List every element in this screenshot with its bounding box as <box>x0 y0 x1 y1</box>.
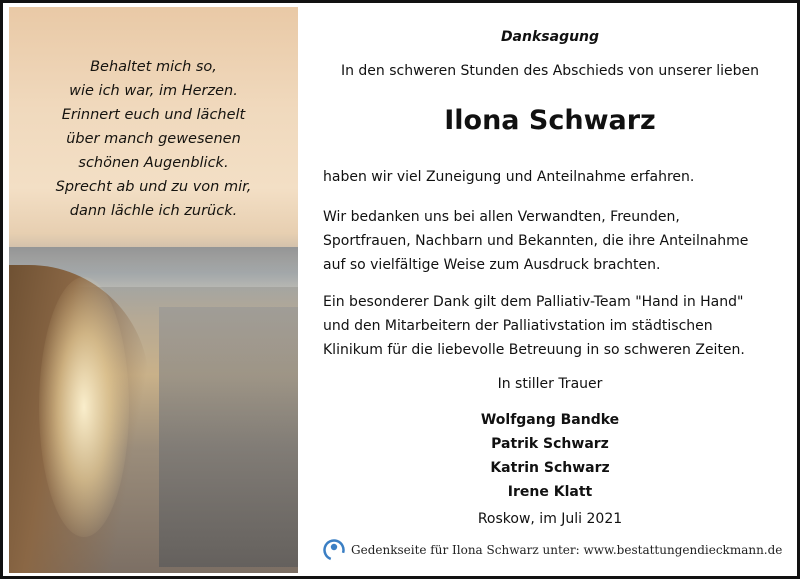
deceased-name: Ilona Schwarz <box>444 105 656 136</box>
signer-name: Irene Klatt <box>507 484 593 500</box>
paragraph-line: haben wir viel Zuneigung und Anteilnahme erfahren. <box>323 169 695 185</box>
notice-intro: In den schweren Stunden des Abschieds von unserer lieben <box>340 63 760 79</box>
paragraph-line: Ein besonderer Dank gilt dem Palliativ-Team "Hand in Hand" <box>323 294 744 310</box>
notice-text <box>303 3 797 576</box>
sun-reflection <box>39 277 129 537</box>
memorial-footer <box>323 539 782 561</box>
poem-line: dann lächle ich zurück. <box>69 203 238 219</box>
poem-line: über manch gewesenen <box>66 131 241 147</box>
poem-line: Behaltet mich so, <box>90 59 217 75</box>
sea-water <box>159 307 298 567</box>
memorial-link-text[interactable]: Gedenkseite für Ilona Schwarz unter: www.bestattungendieckmann.de <box>351 543 783 557</box>
poem-line: wie ich war, im Herzen. <box>69 83 238 99</box>
poem-line: schönen Augenblick. <box>78 155 229 171</box>
paragraph-1 <box>323 165 694 189</box>
signer-name: Wolfgang Bandke <box>480 412 620 428</box>
place-date: Roskow, im Juli 2021 <box>477 511 623 527</box>
paragraph-line: Sportfrauen, Nachbarn und Bekannten, die ihre Anteilnahme <box>323 233 749 249</box>
paragraph-3 <box>323 290 745 362</box>
paragraph-line: Klinikum für die liebevolle Betreuung in so schweren Zeiten. <box>323 342 745 358</box>
mourning-line: In stiller Trauer <box>497 376 603 392</box>
signer-name: Katrin Schwarz <box>490 460 610 476</box>
paragraph-line: auf so vielfältige Weise zum Ausdruck brachten. <box>323 257 661 273</box>
paragraph-line: und den Mitarbeitern der Palliativstation im städtischen <box>323 318 713 334</box>
paragraph-line: Wir bedanken uns bei allen Verwandten, Freunden, <box>323 209 680 225</box>
poem <box>9 55 298 223</box>
beach-photo <box>9 7 298 573</box>
signers-list <box>303 408 797 504</box>
memorial-logo-icon <box>323 539 345 561</box>
poem-line: Sprecht ab und zu von mir, <box>55 179 252 195</box>
paragraph-2 <box>323 205 748 277</box>
notice-heading: Danksagung <box>500 29 600 45</box>
poem-line: Erinnert euch und lächelt <box>61 107 246 123</box>
signer-name: Patrik Schwarz <box>491 436 609 452</box>
